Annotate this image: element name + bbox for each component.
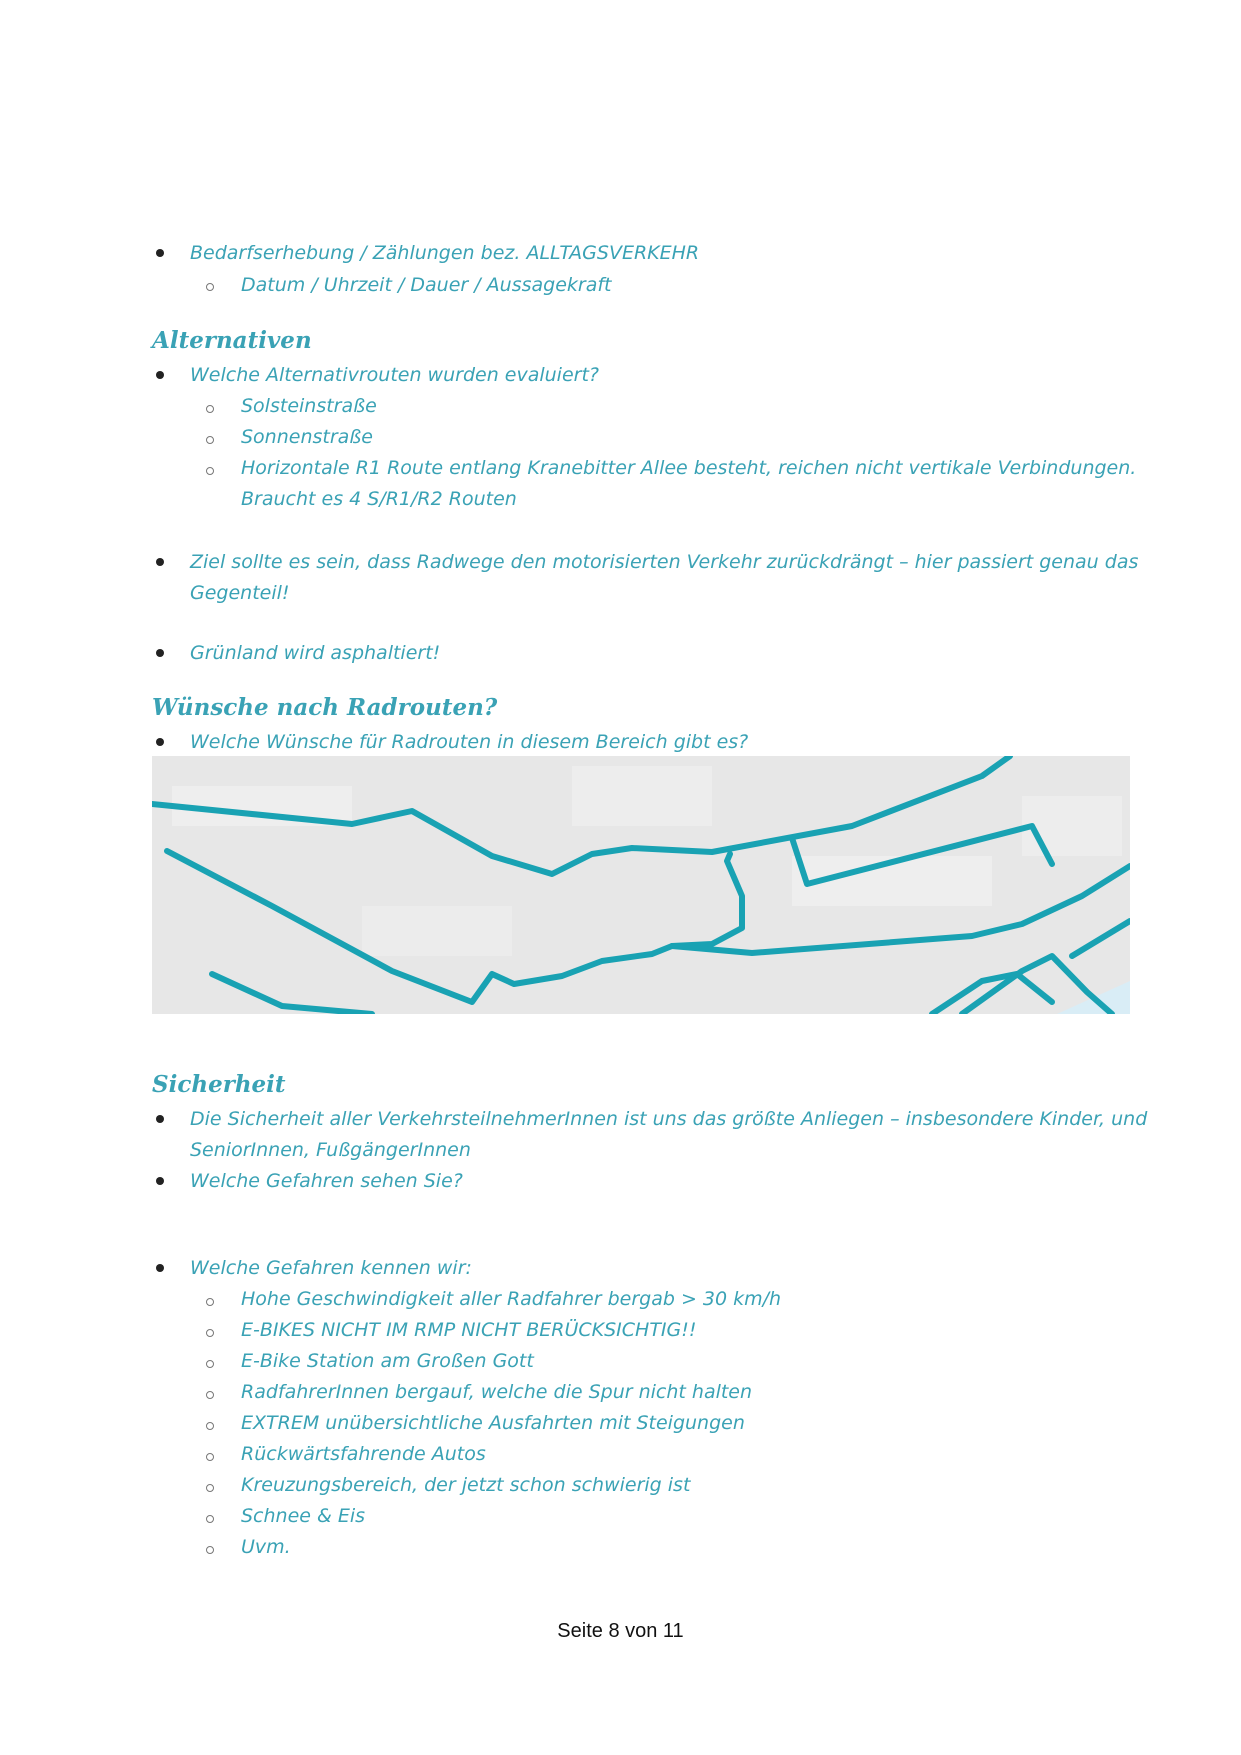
section-heading-alternativen: Alternativen [152,327,312,354]
route-map-image [152,756,1130,1014]
circle-bullet-icon [206,405,214,413]
circle-bullet-icon [206,1546,214,1554]
gefahr-item: EXTREM unübersichtliche Ausfahrten mit Steigungen [241,1412,745,1434]
circle-bullet-icon [206,1298,214,1306]
sicherheit-bullet-3: Welche Gefahren kennen wir: [190,1257,472,1279]
circle-bullet-icon [206,467,214,475]
gefahr-item: E-Bike Station am Großen Gott [241,1350,534,1372]
page-number: Seite 8 von 11 [557,1620,684,1642]
alternativen-bullet-1: Welche Alternativrouten wurden evaluiert? [190,364,599,386]
alternativen-bullet-3: Grünland wird asphaltiert! [190,642,441,664]
wuensche-bullet-1: Welche Wünsche für Radrouten in diesem Bereich gibt es? [190,731,749,753]
circle-bullet-icon [206,1453,214,1461]
route-map-svg [152,756,1130,1014]
section-heading-sicherheit: Sicherheit [152,1071,286,1098]
alternativen-sub-3-line-1: Horizontale R1 Route entlang Kranebitter Allee besteht, reichen nicht vertikale Verbindungen. [241,457,1137,479]
bullet-icon [156,249,164,257]
circle-bullet-icon [206,1391,214,1399]
gefahr-item: RadfahrerInnen bergauf, welche die Spur nicht halten [241,1381,753,1403]
bullet-icon [156,371,164,379]
gefahr-item: E-BIKES NICHT IM RMP NICHT BERÜCKSICHTIG!! [241,1319,697,1341]
gefahr-item: Uvm. [241,1536,291,1558]
sicherheit-bullet-2: Welche Gefahren sehen Sie? [190,1170,463,1192]
bullet-icon [156,1115,164,1123]
gefahr-item: Hohe Geschwindigkeit aller Radfahrer bergab > 30 km/h [241,1288,782,1310]
section-heading-wuensche: Wünsche nach Radrouten? [152,694,498,721]
sicherheit-bullet-1-line-1: Die Sicherheit aller VerkehrsteilnehmerInnen ist uns das größte Anliegen – insbesondere Kinder, und [190,1108,1148,1130]
circle-bullet-icon [206,1360,214,1368]
alternativen-sub-1: Solsteinstraße [241,395,377,417]
bullet-icon [156,738,164,746]
circle-bullet-icon [206,283,214,291]
alternativen-sub-3-line-2: Braucht es 4 S/R1/R2 Routen [241,488,517,510]
gefahr-item: Kreuzungsbereich, der jetzt schon schwierig ist [241,1474,691,1496]
intro-bullet-text: Bedarfserhebung / Zählungen bez. ALLTAGSVERKEHR [190,242,700,264]
circle-bullet-icon [206,436,214,444]
gefahr-item: Rückwärtsfahrende Autos [241,1443,486,1465]
alternativen-bullet-2-line-2: Gegenteil! [190,582,290,604]
intro-sub-text: Datum / Uhrzeit / Dauer / Aussagekraft [241,274,612,296]
sicherheit-bullet-1-line-2: SeniorInnen, FußgängerInnen [190,1139,471,1161]
alternativen-bullet-2-line-1: Ziel sollte es sein, dass Radwege den motorisierten Verkehr zurückdrängt – hier passiert genau das [190,551,1139,573]
circle-bullet-icon [206,1484,214,1492]
bullet-icon [156,649,164,657]
circle-bullet-icon [206,1329,214,1337]
circle-bullet-icon [206,1515,214,1523]
circle-bullet-icon [206,1422,214,1430]
bullet-icon [156,1264,164,1272]
alternativen-sub-2: Sonnenstraße [241,426,373,448]
bullet-icon [156,1177,164,1185]
bullet-icon [156,558,164,566]
gefahr-item: Schnee & Eis [241,1505,366,1527]
